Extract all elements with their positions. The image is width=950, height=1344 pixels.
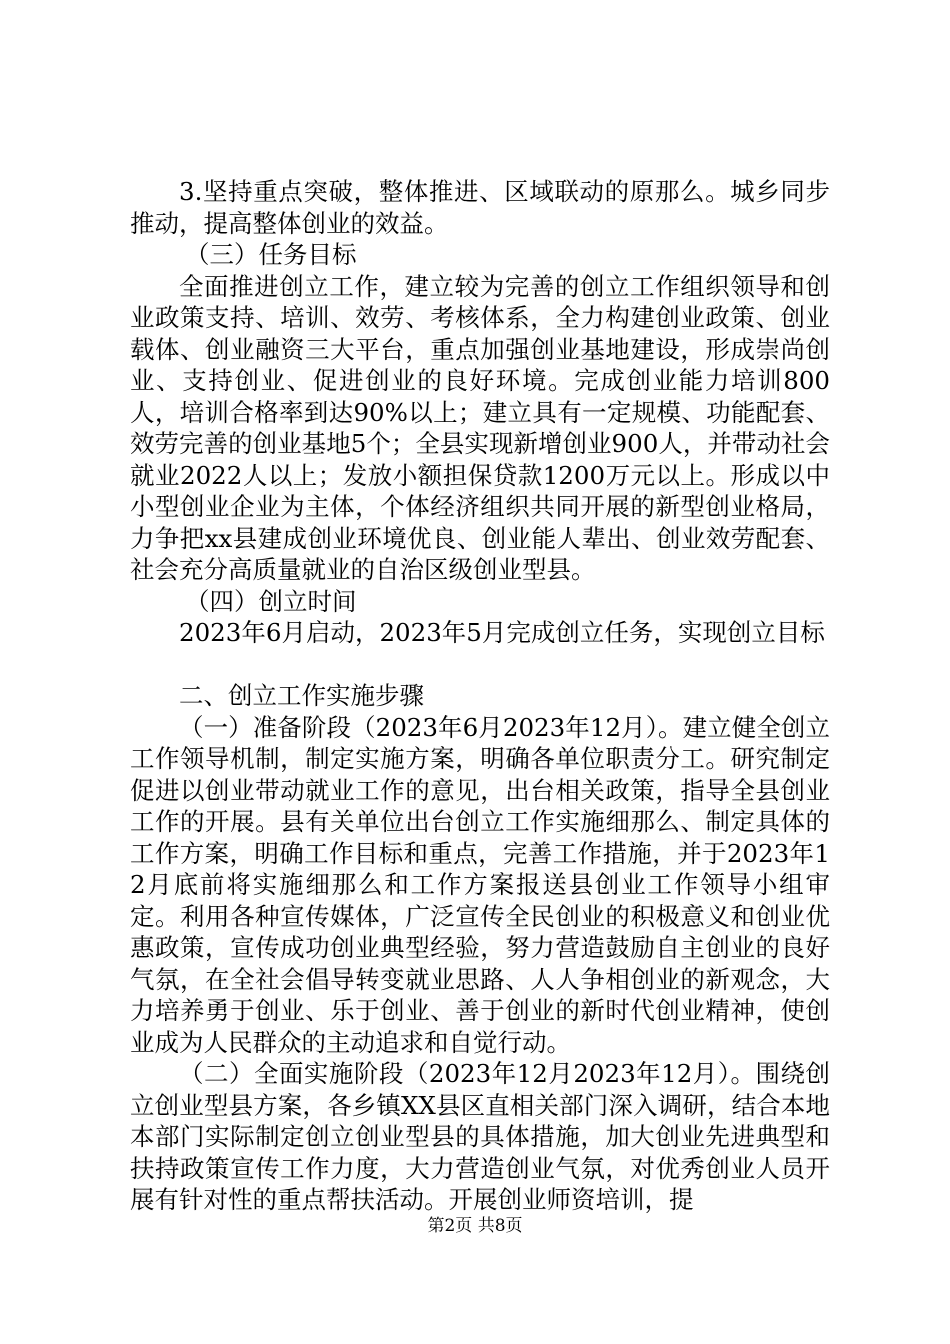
principle-paragraph: 3.坚持重点突破，整体推进、区域联动的原那么。城乡同步推动，提高整体创业的效益。: [130, 177, 830, 238]
blank-line: [130, 649, 830, 681]
task-goals-paragraph: 全面推进创立工作，建立较为完善的创立工作组织领导和创业政策支持、培训、效劳、考核体系，全力构建创业政策、创业载体、创业融资三大平台，重点加强创业基地建设，形成崇尚创业、支持创业、促进创业的良好环境。完成创业能力培训800人，培训合格率到达90%以上；建立具有一定规模、功能配套、效劳完善的创业基地5个；全县实现新增创业900人，并带动社会就业2022人以上；发放小额担保贷款1200万元以上。形成以中小型创业企业为主体，个体经济组织共同开展的新型创业格局，力争把xx县建成创业环境优良、创业能人辈出、创业效劳配套、社会充分高质量就业的自治区级创业型县。: [130, 271, 830, 584]
section-heading-task-goals: （三）任务目标: [185, 240, 357, 269]
page-footer: 第2页 共8页: [427, 1216, 523, 1236]
section-heading-implementation-steps: 二、创立工作实施步骤: [179, 681, 424, 710]
implementation-stage-paragraph: （二）全面实施阶段（2023年12月2023年12月）。围绕创立创业型县方案，各乡镇XX县区直相关部门深入调研，结合本地本部门实际制定创立创业型县的具体措施，加大创业先进典型和扶持政策宣传工作力度，大力营造创业气氛，对优秀创业人员开展有针对性的重点帮扶活动。开展创业师资培训，提: [130, 1059, 830, 1214]
preparation-stage-paragraph: （一）准备阶段（2023年6月2023年12月）。建立健全创立工作领导机制，制定实施方案，明确各单位职责分工。研究制定促进以创业带动就业工作的意见，出台相关政策，指导全县创业工作的开展。县有关单位出台创立工作实施细那么、制定具体的工作方案，明确工作目标和重点，完善工作措施，并于2023年12月底前将实施细那么和工作方案报送县创业工作领导小组审定。利用各种宣传媒体，广泛宣传全民创业的积极意义和创业优惠政策，宣传成功创业典型经验，努力营造鼓励自主创业的良好气氛，在全社会倡导转变就业思路、人人争相创业的新观念，大力培养勇于创业、乐于创业、善于创业的新时代创业精神，使创业成为人民群众的主动追求和自觉行动。: [130, 712, 830, 1057]
creation-time-paragraph: 2023年6月启动，2023年5月完成创立任务，实现创立目标: [179, 618, 825, 647]
section-heading-creation-time: （四）创立时间: [185, 586, 357, 616]
document-body: [130, 176, 830, 1216]
